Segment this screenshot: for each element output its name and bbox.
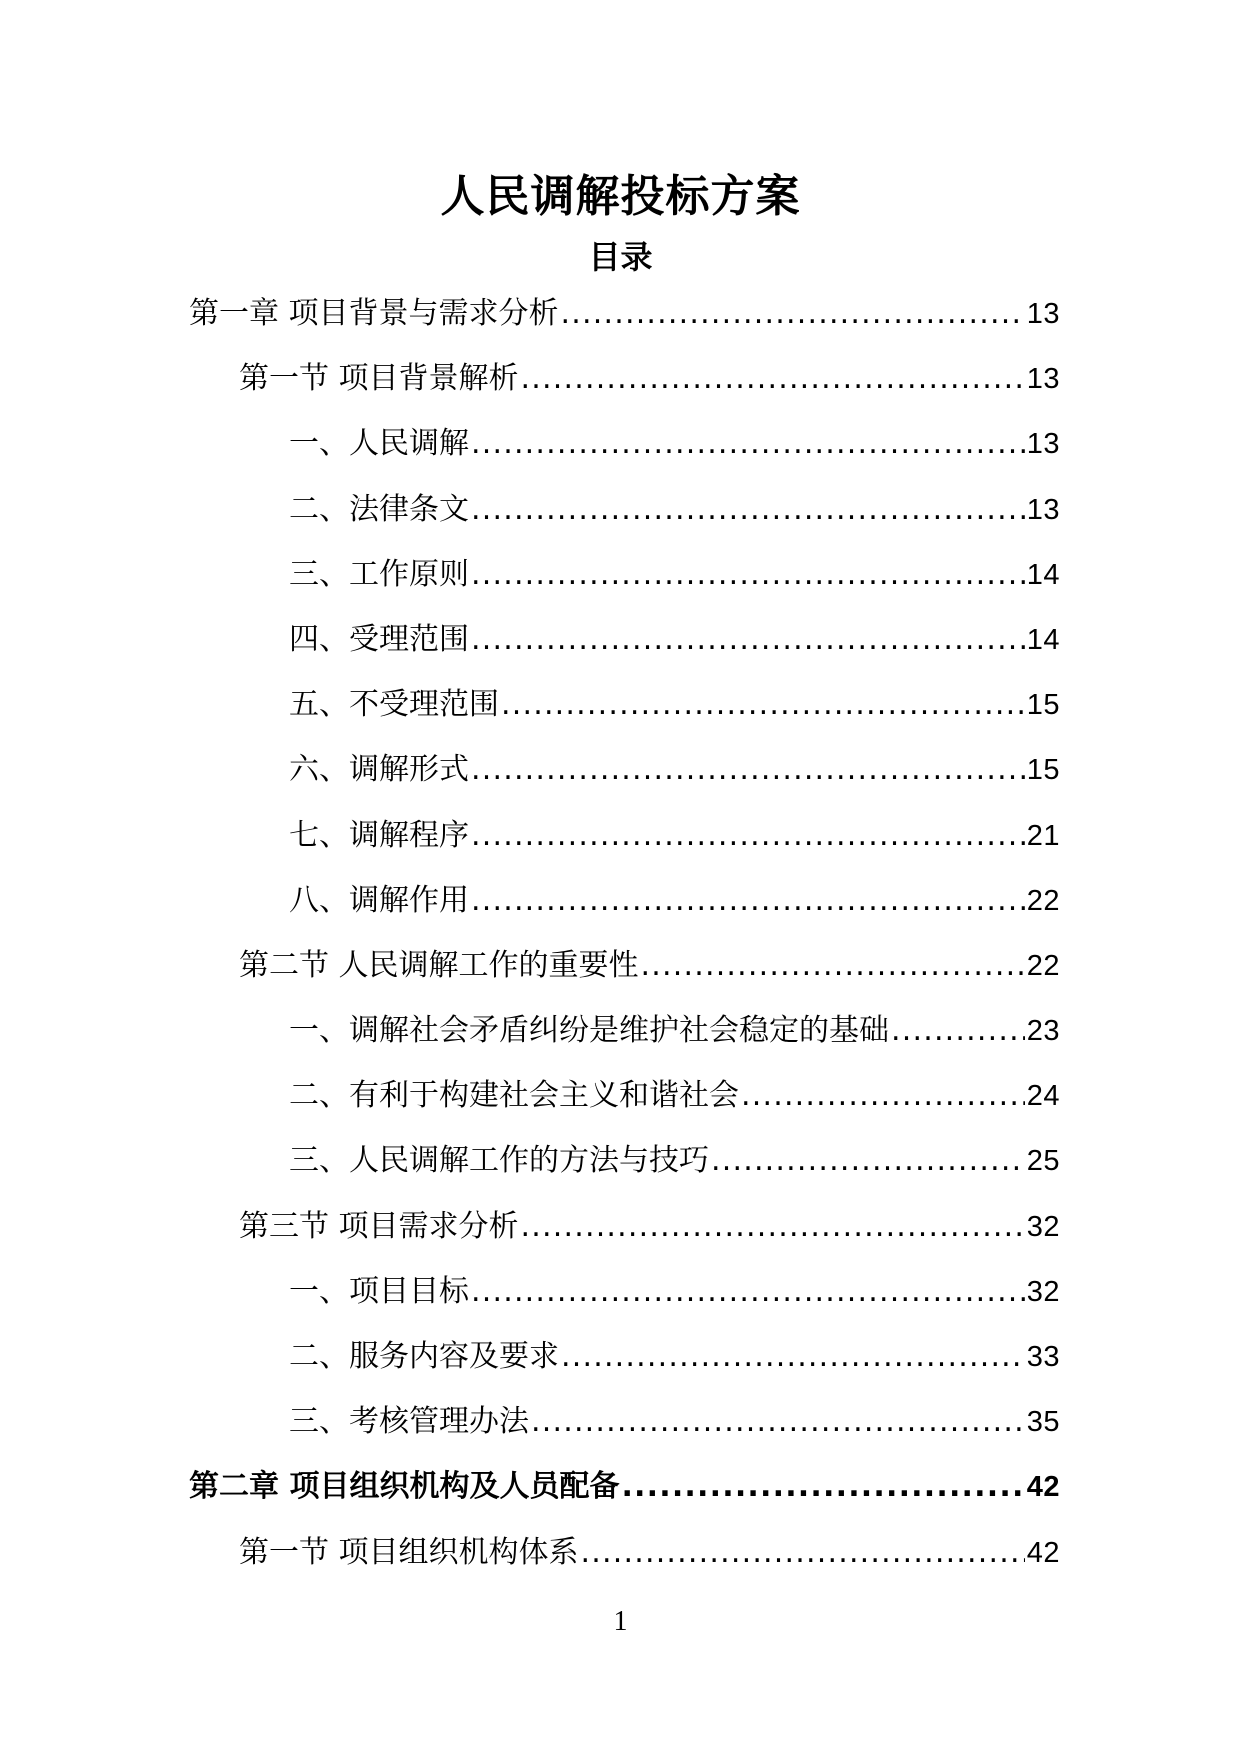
toc-entry-page-number: 22 bbox=[1026, 949, 1060, 982]
toc-dot-leader bbox=[521, 361, 1025, 397]
toc-entry-title: 一、项目目标 bbox=[289, 1273, 469, 1309]
toc-entry[interactable] bbox=[0, 361, 1241, 426]
toc-dot-leader bbox=[471, 557, 1025, 593]
toc-entry-title: 第二节 人民调解工作的重要性 bbox=[239, 947, 639, 983]
toc-entry-title: 二、有利于构建社会主义和谐社会 bbox=[289, 1078, 739, 1114]
toc-entry-page-number: 13 bbox=[1026, 363, 1060, 396]
toc-entry-title: 第二章 项目组织机构及人员配备 bbox=[189, 1469, 620, 1505]
toc-entry-page-number: 14 bbox=[1026, 623, 1060, 656]
toc-dot-leader bbox=[561, 1339, 1025, 1375]
toc-entry-title: 第一节 项目组织机构体系 bbox=[239, 1534, 579, 1570]
toc-entry[interactable] bbox=[0, 1143, 1241, 1208]
toc-entry-page-number: 21 bbox=[1026, 819, 1060, 852]
toc-entry[interactable] bbox=[0, 296, 1241, 361]
toc-heading: 目录 bbox=[588, 238, 653, 276]
toc-entry-title: 一、人民调解 bbox=[289, 426, 469, 462]
toc-dot-leader bbox=[471, 426, 1025, 462]
toc-entry[interactable] bbox=[0, 1535, 1241, 1600]
table-of-contents bbox=[0, 296, 1241, 1600]
toc-entry-page-number: 15 bbox=[1026, 689, 1060, 722]
toc-dot-leader bbox=[471, 1274, 1025, 1310]
toc-entry-title: 第一节 项目背景解析 bbox=[239, 361, 519, 397]
toc-entry-title: 一、调解社会矛盾纠纷是维护社会稳定的基础 bbox=[289, 1013, 889, 1049]
toc-entry-title: 三、人民调解工作的方法与技巧 bbox=[289, 1143, 709, 1179]
toc-entry[interactable] bbox=[0, 426, 1241, 491]
toc-entry-page-number: 32 bbox=[1026, 1210, 1060, 1243]
toc-dot-leader bbox=[471, 818, 1025, 854]
toc-entry[interactable] bbox=[0, 1274, 1241, 1339]
toc-entry-title: 五、不受理范围 bbox=[289, 687, 499, 723]
toc-entry-title: 六、调解形式 bbox=[289, 752, 469, 788]
toc-entry[interactable] bbox=[0, 557, 1241, 622]
toc-entry[interactable] bbox=[0, 752, 1241, 817]
toc-entry[interactable] bbox=[0, 1078, 1241, 1143]
toc-entry-title: 二、法律条文 bbox=[289, 491, 469, 527]
toc-dot-leader bbox=[501, 687, 1025, 723]
toc-entry-page-number: 23 bbox=[1026, 1015, 1060, 1048]
toc-dot-leader bbox=[471, 492, 1025, 528]
toc-entry-title: 二、服务内容及要求 bbox=[289, 1339, 559, 1374]
toc-entry-page-number: 25 bbox=[1026, 1145, 1060, 1178]
toc-entry-page-number: 15 bbox=[1026, 754, 1060, 787]
toc-entry-page-number: 33 bbox=[1026, 1341, 1060, 1373]
toc-dot-leader bbox=[471, 752, 1025, 788]
toc-entry-title: 三、工作原则 bbox=[289, 556, 469, 592]
toc-entry-title: 四、受理范围 bbox=[289, 621, 469, 657]
toc-entry-page-number: 32 bbox=[1026, 1275, 1060, 1308]
toc-entry-page-number: 42 bbox=[1026, 1471, 1060, 1504]
toc-entry[interactable] bbox=[0, 1339, 1241, 1404]
toc-dot-leader bbox=[621, 1469, 1024, 1505]
toc-dot-leader bbox=[641, 948, 1025, 984]
page-number: 1 bbox=[613, 1606, 628, 1637]
toc-dot-leader bbox=[471, 883, 1025, 919]
toc-entry-title: 八、调解作用 bbox=[289, 882, 469, 918]
toc-entry[interactable] bbox=[0, 687, 1241, 752]
toc-entry-page-number: 14 bbox=[1026, 558, 1060, 591]
toc-entry-title: 第三节 项目需求分析 bbox=[239, 1208, 519, 1244]
toc-entry-page-number: 24 bbox=[1026, 1080, 1060, 1113]
toc-entry[interactable] bbox=[0, 622, 1241, 687]
toc-entry-page-number: 13 bbox=[1026, 298, 1060, 330]
toc-dot-leader bbox=[531, 1404, 1025, 1440]
toc-entry[interactable] bbox=[0, 818, 1241, 883]
toc-dot-leader bbox=[471, 622, 1025, 658]
toc-dot-leader bbox=[561, 296, 1025, 332]
toc-entry[interactable] bbox=[0, 492, 1241, 557]
toc-dot-leader bbox=[521, 1209, 1025, 1245]
toc-entry-page-number: 22 bbox=[1026, 884, 1060, 917]
toc-dot-leader bbox=[581, 1535, 1025, 1571]
toc-dot-leader bbox=[891, 1013, 1025, 1049]
toc-dot-leader bbox=[711, 1143, 1025, 1179]
toc-entry-title: 三、考核管理办法 bbox=[289, 1404, 529, 1440]
toc-entry[interactable] bbox=[0, 883, 1241, 948]
toc-entry-page-number: 13 bbox=[1026, 428, 1060, 461]
toc-dot-leader bbox=[741, 1078, 1025, 1114]
toc-entry-page-number: 35 bbox=[1026, 1406, 1060, 1439]
toc-entry-title: 第一章 项目背景与需求分析 bbox=[189, 296, 559, 331]
toc-entry-title: 七、调解程序 bbox=[289, 817, 469, 853]
toc-entry[interactable] bbox=[0, 948, 1241, 1013]
toc-entry-page-number: 42 bbox=[1026, 1536, 1060, 1569]
toc-entry[interactable] bbox=[0, 1404, 1241, 1469]
document-title: 人民调解投标方案 bbox=[440, 171, 801, 222]
toc-entry[interactable] bbox=[0, 1469, 1241, 1534]
toc-entry[interactable] bbox=[0, 1013, 1241, 1078]
toc-entry-page-number: 13 bbox=[1026, 493, 1060, 526]
toc-entry[interactable] bbox=[0, 1209, 1241, 1274]
